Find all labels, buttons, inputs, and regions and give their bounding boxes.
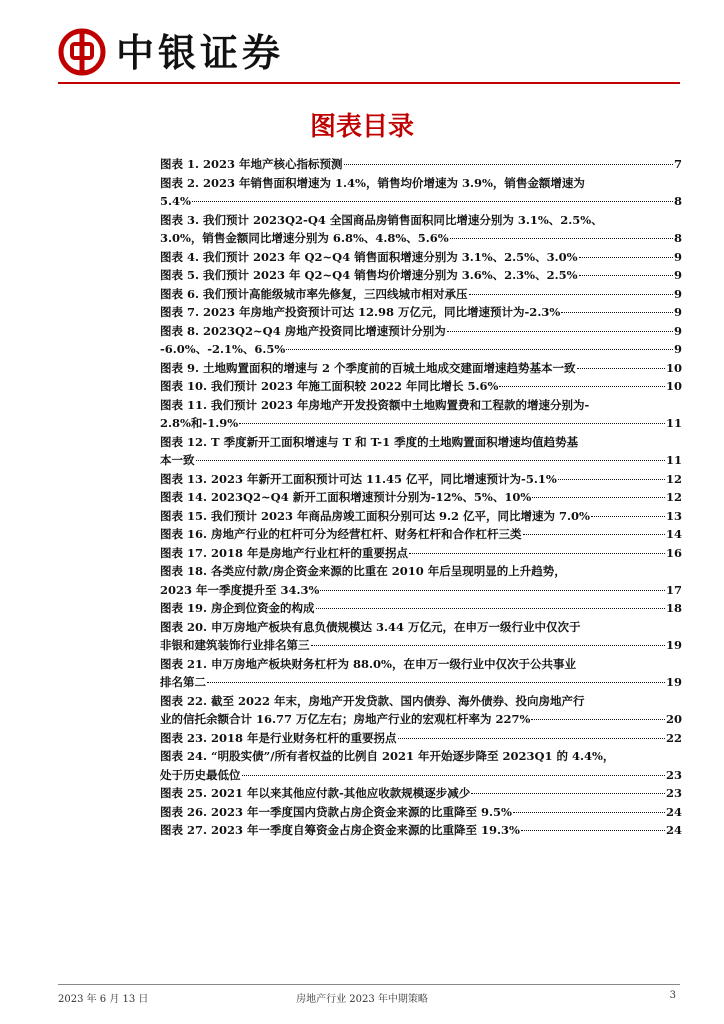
toc-entry[interactable] xyxy=(160,729,682,748)
toc-entry-row xyxy=(160,821,682,840)
toc-entry-text: 图表 19. 房企到位资金的构成 xyxy=(160,601,315,615)
toc-entry[interactable] xyxy=(160,692,682,729)
toc-entry-row xyxy=(160,488,682,507)
dot-leader xyxy=(469,294,673,295)
toc-entry-text: 图表 16. 房地产行业的杠杆可分为经营杠杆、财务杠杆和合作杠杆三类 xyxy=(160,527,522,541)
toc-entry-text: 图表 27. 2023 年一季度自筹资金占房企资金来源的比重降至 19.3% xyxy=(160,823,520,837)
page-title: 图表目录 xyxy=(309,112,414,142)
toc-entry-row xyxy=(160,507,682,526)
toc-page-number: 9 xyxy=(673,286,682,301)
dot-leader xyxy=(344,164,673,165)
toc-entry-row xyxy=(160,784,682,803)
table-of-figures xyxy=(160,155,682,840)
toc-page-number: 16 xyxy=(665,545,682,560)
toc-page-number: 12 xyxy=(665,471,682,486)
toc-entry[interactable] xyxy=(160,377,682,396)
bank-of-china-logo-icon xyxy=(58,28,106,76)
toc-page-number: 14 xyxy=(665,527,682,541)
toc-entry[interactable] xyxy=(160,322,682,341)
toc-entry-row xyxy=(160,525,682,544)
toc-page-number: 24 xyxy=(665,804,682,819)
toc-entry[interactable] xyxy=(160,747,682,784)
dot-leader xyxy=(239,423,665,424)
dot-leader xyxy=(513,812,665,813)
toc-entry-row xyxy=(160,229,682,248)
toc-entry[interactable] xyxy=(160,266,682,285)
dot-leader xyxy=(579,275,673,276)
toc-entry-row xyxy=(160,192,682,211)
toc-entry-text: 图表 4. 我们预计 2023 年 Q2~Q4 销售面积增速分别为 3.1%、2.5%、3.0% xyxy=(160,249,578,264)
toc-entry-text: 非银和建筑装饰行业排名第三 xyxy=(160,638,310,652)
toc-page-number: 24 xyxy=(665,823,682,837)
toc-entry-text: 排名第二 xyxy=(160,675,206,689)
toc-page-number: 18 xyxy=(665,601,682,615)
toc-page-number: 9 xyxy=(673,268,682,282)
toc-entry[interactable] xyxy=(160,599,682,618)
toc-entry-text: 业的信托余额合计 16.77 万亿左右；房地产行业的宏观杠杆率为 227% xyxy=(160,712,531,726)
dot-leader xyxy=(311,645,665,646)
toc-entry-row xyxy=(160,414,682,433)
header-divider xyxy=(58,82,680,84)
toc-entry-text: 图表 15. 我们预计 2023 年商品房竣工面积分别可达 9.2 亿平，同比增速为 7.0% xyxy=(160,508,590,523)
toc-entry[interactable] xyxy=(160,821,682,840)
toc-page-number: 10 xyxy=(665,360,682,375)
toc-entry-line: 图表 22. 截至 2022 年末，房地产开发贷款、国内债券、海外债券、投向房地产行 xyxy=(160,693,585,708)
dot-leader xyxy=(242,775,665,776)
footer-report-title: 房地产行业 2023 年中期策略 xyxy=(296,994,428,1005)
toc-page-number: 9 xyxy=(673,249,682,264)
toc-entry-text: 3.0%，销售金额同比增速分别为 6.8%、4.8%、5.6% xyxy=(160,231,449,245)
toc-entry-row xyxy=(160,303,682,322)
toc-entry-line: 图表 12. T 季度新开工面积增速与 T 和 T-1 季度的土地购置面积增速均值趋势基 xyxy=(160,434,579,449)
toc-entry-line: 图表 24. “明股实债”/所有者权益的比例自 2021 年开始逐步降至 2023Q1 的 4.4%， xyxy=(160,749,615,763)
dot-leader xyxy=(316,608,665,609)
toc-entry-row xyxy=(160,248,682,267)
toc-entry-row xyxy=(160,359,682,378)
toc-entry-row xyxy=(160,155,682,174)
dot-leader xyxy=(471,793,665,794)
dot-leader xyxy=(523,534,665,535)
toc-entry[interactable] xyxy=(160,488,682,507)
report-header xyxy=(58,28,678,78)
toc-entry-line: 图表 2. 2023 年销售面积增速为 1.4%，销售均价增速为 3.9%，销售金额增速为 xyxy=(160,175,585,190)
toc-entry-text: 图表 1. 2023 年地产核心指标预测 xyxy=(160,157,343,171)
toc-entry-row xyxy=(160,377,682,396)
dot-leader xyxy=(561,312,673,313)
toc-page-number: 20 xyxy=(665,712,682,726)
toc-entry-row xyxy=(160,340,682,359)
toc-entry-text: 图表 26. 2023 年一季度国内贷款占房企资金来源的比重降至 9.5% xyxy=(160,804,512,819)
toc-entry-row xyxy=(160,451,682,470)
toc-entry-text: 图表 5. 我们预计 2023 年 Q2~Q4 销售均价增速分别为 3.6%、2.3%、2.5% xyxy=(160,268,578,282)
toc-entry-row xyxy=(160,710,682,729)
toc-entry[interactable] xyxy=(160,285,682,304)
toc-entry-line: 图表 3. 我们预计 2023Q2-Q4 全国商品房销售面积同比增速分别为 3.1%、2.5%、 xyxy=(160,212,603,227)
toc-page-number: 17 xyxy=(665,582,682,597)
dot-leader xyxy=(532,497,665,498)
dot-leader xyxy=(447,331,673,332)
toc-entry-text: 2023 年一季度提升至 34.3% xyxy=(160,582,320,597)
toc-entry[interactable] xyxy=(160,211,682,248)
toc-entry-text: 图表 25. 2021 年以来其他应付款-其他应收款规模逐步减少 xyxy=(160,786,471,800)
toc-page-number: 8 xyxy=(673,231,682,245)
dot-leader xyxy=(320,590,665,591)
dot-leader xyxy=(591,516,665,517)
toc-page-number: 23 xyxy=(665,786,682,800)
toc-entry-line: 图表 18. 各类应付款/房企资金来源的比重在 2010 年后呈现明显的上升趋势， xyxy=(160,564,566,578)
toc-entry[interactable] xyxy=(160,174,682,211)
toc-entry-text: 图表 10. 我们预计 2023 年施工面积较 2022 年同比增长 5.6% xyxy=(160,379,499,393)
dot-leader xyxy=(521,830,665,831)
toc-entry[interactable] xyxy=(160,470,682,489)
dot-leader xyxy=(531,719,665,720)
toc-entry-row xyxy=(160,599,682,618)
toc-entry-row xyxy=(160,636,682,655)
toc-page-number: 7 xyxy=(673,157,682,171)
dot-leader xyxy=(192,201,673,202)
dot-leader xyxy=(398,738,665,739)
toc-entry-row xyxy=(160,581,682,600)
toc-page-number: 9 xyxy=(673,342,682,356)
toc-entry-row xyxy=(160,803,682,822)
toc-entry-text: 图表 23. 2018 年是行业财务杠杆的重要拐点 xyxy=(160,730,397,745)
toc-entry-row xyxy=(160,729,682,748)
toc-page-number: 8 xyxy=(673,194,682,208)
toc-entry[interactable] xyxy=(160,544,682,563)
toc-entry-text: 图表 7. 2023 年房地产投资预计可达 12.98 万亿元，同比增速预计为-2.3% xyxy=(160,305,561,319)
toc-entry[interactable] xyxy=(160,784,682,803)
toc-entry[interactable] xyxy=(160,155,682,174)
toc-entry[interactable] xyxy=(160,359,682,378)
toc-entry[interactable] xyxy=(160,396,682,433)
dot-leader xyxy=(579,257,673,258)
toc-entry-row xyxy=(160,322,682,341)
toc-entry-text: 本一致 xyxy=(160,453,195,467)
toc-page-number: 9 xyxy=(673,305,682,319)
toc-entry-row xyxy=(160,673,682,692)
footer-page-number: 3 xyxy=(669,990,676,1001)
brand-name: 中银证券 xyxy=(116,31,285,75)
toc-entry[interactable] xyxy=(160,248,682,267)
toc-entry-text: 图表 9. 土地购置面积的增速与 2 个季度前的百城土地成交建面增速趋势基本一致 xyxy=(160,360,576,375)
dot-leader xyxy=(286,349,673,350)
toc-entry[interactable] xyxy=(160,525,682,544)
dot-leader xyxy=(577,368,665,369)
toc-page-number: 9 xyxy=(673,323,682,338)
toc-page-number: 19 xyxy=(665,638,682,652)
toc-entry-text: 图表 17. 2018 年是房地产行业杠杆的重要拐点 xyxy=(160,545,409,560)
toc-page-number: 11 xyxy=(665,453,682,467)
toc-page-number: 10 xyxy=(665,379,682,393)
toc-entry[interactable] xyxy=(160,562,682,599)
footer-divider xyxy=(58,984,680,985)
toc-entry-text: 图表 6. 我们预计高能级城市率先修复，三四线城市相对承压 xyxy=(160,286,468,301)
toc-entry-line: 图表 21. 申万房地产板块财务杠杆为 88.0%，在申万一级行业中仅次于公共事业 xyxy=(160,656,576,671)
toc-entry[interactable] xyxy=(160,618,682,655)
footer-date: 2023 年 6 月 13 日 xyxy=(58,994,149,1005)
dot-leader xyxy=(409,553,665,554)
toc-page-number: 12 xyxy=(665,490,682,504)
toc-entry-text: 5.4% xyxy=(160,194,191,208)
toc-entry-line: 图表 11. 我们预计 2023 年房地产开发投资额中土地购置费和工程款的增速分别为- xyxy=(160,397,590,412)
toc-entry[interactable] xyxy=(160,433,682,470)
toc-entry-row xyxy=(160,544,682,563)
toc-entry-row xyxy=(160,766,682,785)
toc-entry-text: -6.0%、-2.1%、6.5% xyxy=(160,342,286,356)
dot-leader xyxy=(450,238,673,239)
toc-entry[interactable] xyxy=(160,803,682,822)
dot-leader xyxy=(207,682,665,683)
toc-entry-text: 图表 13. 2023 年新开工面积预计可达 11.45 亿平，同比增速预计为-5.1% xyxy=(160,471,557,486)
toc-entry-text: 处于历史最低位 xyxy=(160,767,241,782)
toc-page-number: 23 xyxy=(665,767,682,782)
toc-entry-line: 图表 20. 申万房地产板块有息负债规模达 3.44 万亿元，在申万一级行业中仅次于 xyxy=(160,619,581,634)
toc-page-number: 22 xyxy=(665,730,682,745)
dot-leader xyxy=(499,386,665,387)
toc-entry-text: 2.8%和-1.9% xyxy=(160,416,239,430)
toc-entry-row xyxy=(160,266,682,285)
toc-entry-row xyxy=(160,285,682,304)
toc-entry-text: 图表 8. 2023Q2~Q4 房地产投资同比增速预计分别为 xyxy=(160,323,446,338)
toc-entry[interactable] xyxy=(160,507,682,526)
dot-leader xyxy=(196,460,665,461)
toc-entry-row xyxy=(160,470,682,489)
toc-page-number: 13 xyxy=(665,508,682,523)
toc-entry-text: 图表 14. 2023Q2~Q4 新开工面积增速预计分别为-12%、5%、10% xyxy=(160,490,532,504)
toc-entry[interactable] xyxy=(160,340,682,359)
toc-page-number: 19 xyxy=(665,675,682,689)
dot-leader xyxy=(558,479,665,480)
toc-page-number: 11 xyxy=(665,416,682,430)
toc-entry[interactable] xyxy=(160,655,682,692)
toc-entry[interactable] xyxy=(160,303,682,322)
